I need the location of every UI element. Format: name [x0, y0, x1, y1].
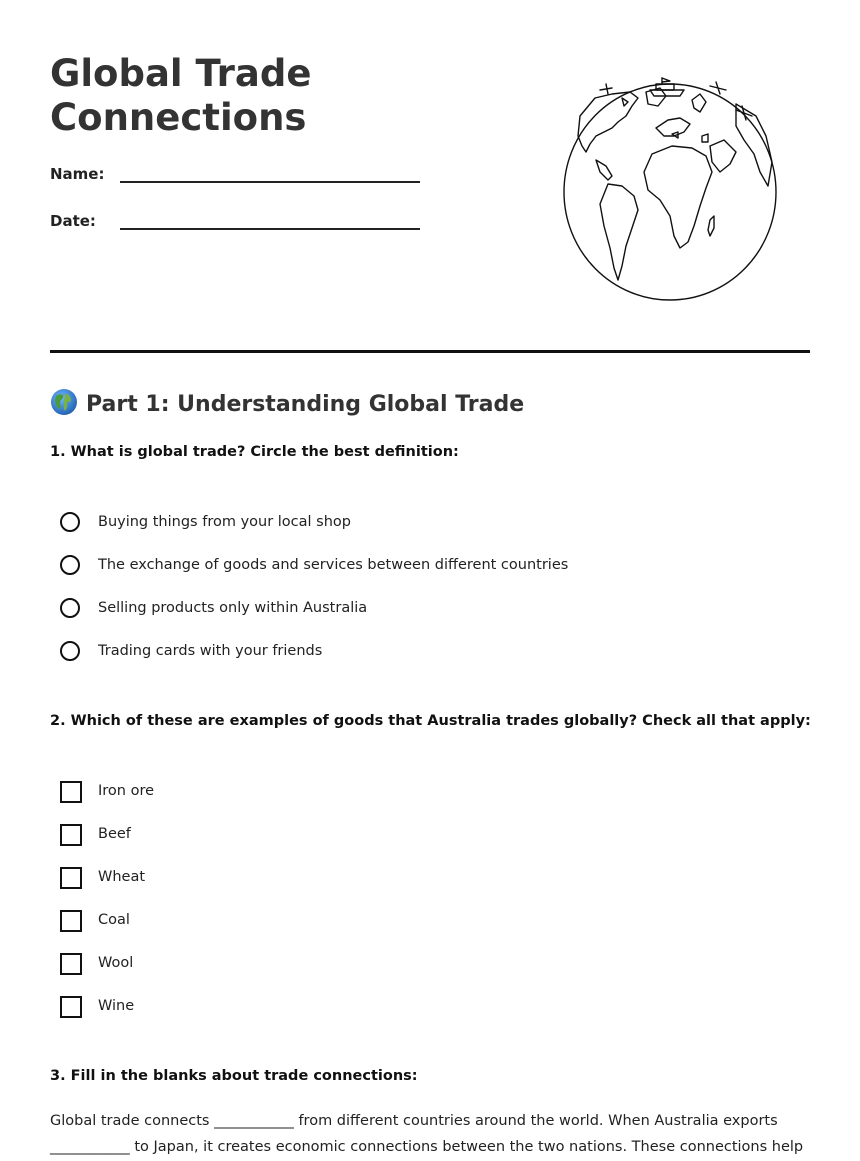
q1-option-label: Trading cards with your friends: [98, 643, 323, 659]
fill-in-blanks-paragraph: Global trade connects ___________ from different countries around the world. When Australia exports ___________ to Japan, it creates economic connections between the two nations. These connections help: [50, 1113, 804, 1155]
q1-option-label: Buying things from your local shop: [98, 514, 351, 530]
name-input-line[interactable]: [120, 181, 420, 183]
name-field: [50, 165, 420, 195]
question-2: 2. Which of these are examples of goods that Australia trades globally? Check all that apply:: [50, 713, 811, 729]
part1-title: [50, 388, 524, 420]
question-1: 1. What is global trade? Circle the best definition:: [50, 444, 459, 460]
q1-option-label: The exchange of goods and services between different countries: [98, 557, 569, 573]
date-label: Date:: [50, 212, 96, 230]
globe-illustration: [560, 76, 782, 304]
date-input-line[interactable]: [120, 228, 420, 230]
q2-option-label: Wool: [98, 955, 134, 971]
q2-option-label: Coal: [98, 912, 130, 928]
part1-title-text: Part 1: Understanding Global Trade: [86, 392, 525, 417]
title-line-1: Global Trade: [50, 52, 312, 95]
date-field: [50, 212, 420, 242]
checkbox[interactable]: [60, 996, 82, 1018]
name-label: Name:: [50, 165, 105, 183]
page-title: [50, 52, 450, 140]
q2-option-label: Wheat: [98, 869, 146, 885]
q1-option-label: Selling products only within Australia: [98, 600, 368, 616]
q2-option-label: Beef: [98, 826, 131, 842]
checkbox[interactable]: [60, 953, 82, 975]
q2-option-label: Iron ore: [98, 783, 155, 799]
question-3: 3. Fill in the blanks about trade connections:: [50, 1068, 418, 1084]
radio-circle[interactable]: [60, 598, 80, 618]
checkbox[interactable]: [60, 824, 82, 846]
checkbox[interactable]: [60, 867, 82, 889]
radio-circle[interactable]: [60, 512, 80, 532]
q2-option-label: Wine: [98, 998, 135, 1014]
checkbox[interactable]: [60, 910, 82, 932]
earth-globe-icon: [50, 388, 78, 416]
checkbox[interactable]: [60, 781, 82, 803]
section-divider: [50, 350, 810, 353]
title-line-2: Connections: [50, 96, 307, 139]
radio-circle[interactable]: [60, 555, 80, 575]
radio-circle[interactable]: [60, 641, 80, 661]
